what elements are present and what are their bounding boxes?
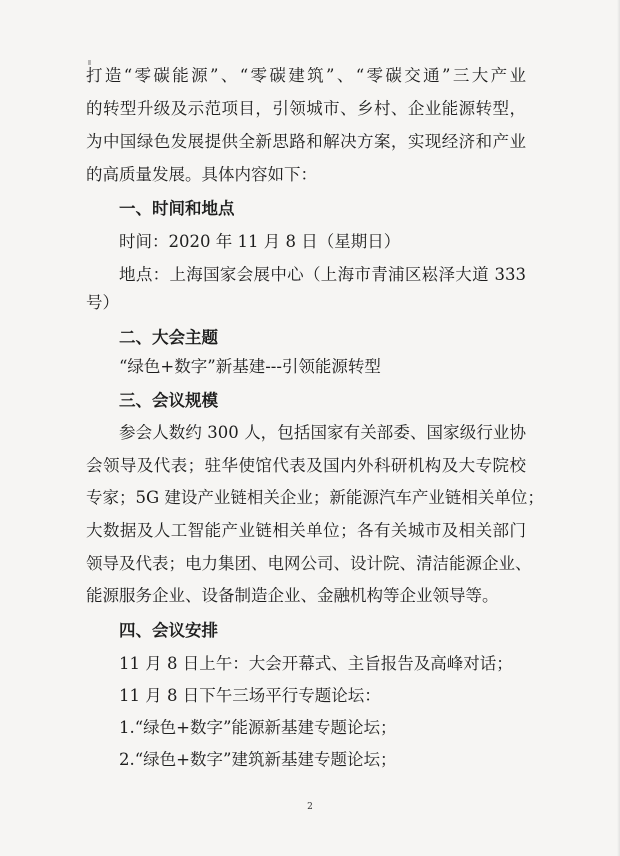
body-line-1: 打造“零碳能源”、“零碳建筑”、“零碳交通”三大产业 [86, 66, 526, 85]
section-heading-theme: 二、大会主题 [119, 328, 218, 347]
body-line-4: 的高质量发展。具体内容如下： [86, 165, 317, 184]
location-line-continued: 号） [86, 293, 119, 312]
agenda-line-3: 1.“绿色+数字”能源新基建专题论坛； [119, 718, 397, 737]
scale-line-5: 领导及代表；电力集团、电网公司、设计院、清洁能源企业、 [86, 554, 532, 573]
theme-line: “绿色+数字”新基建---引领能源转型 [119, 357, 381, 376]
section-heading-agenda: 四、会议安排 [119, 621, 218, 640]
page-number: 2 [307, 802, 313, 812]
scale-line-6: 能源服务企业、设备制造企业、金融机构等企业领导等。 [86, 586, 499, 605]
agenda-line-2: 11 月 8 日下午三场平行专题论坛： [119, 686, 381, 705]
scale-line-1: 参会人数约 300 人，包括国家有关部委、国家级行业协 [119, 423, 526, 442]
scale-line-3: 专家；5G 建设产业链相关企业；新能源汽车产业链相关单位； [86, 488, 544, 507]
agenda-line-4: 2.“绿色+数字”建筑新基建专题论坛； [119, 750, 397, 769]
time-line: 时间：2020 年 11 月 8 日（星期日） [119, 232, 401, 251]
body-line-3: 为中国绿色发展提供全新思路和解决方案，实现经济和产业 [86, 132, 526, 151]
agenda-line-1: 11 月 8 日上午：大会开幕式、主旨报告及高峰对话； [119, 654, 513, 673]
body-line-2: 的转型升级及示范项目，引领城市、乡村、企业能源转型， [86, 99, 526, 118]
scale-line-4: 大数据及人工智能产业链相关单位；各有关城市及相关部门 [86, 521, 526, 540]
section-heading-time-place: 一、时间和地点 [119, 199, 235, 218]
section-heading-scale: 三、会议规模 [119, 391, 218, 410]
location-line: 地点：上海国家会展中心（上海市青浦区崧泽大道 333 [119, 265, 526, 284]
scale-line-2: 会领导及代表；驻华使馆代表及国内外科研机构及大专院校 [86, 456, 526, 475]
